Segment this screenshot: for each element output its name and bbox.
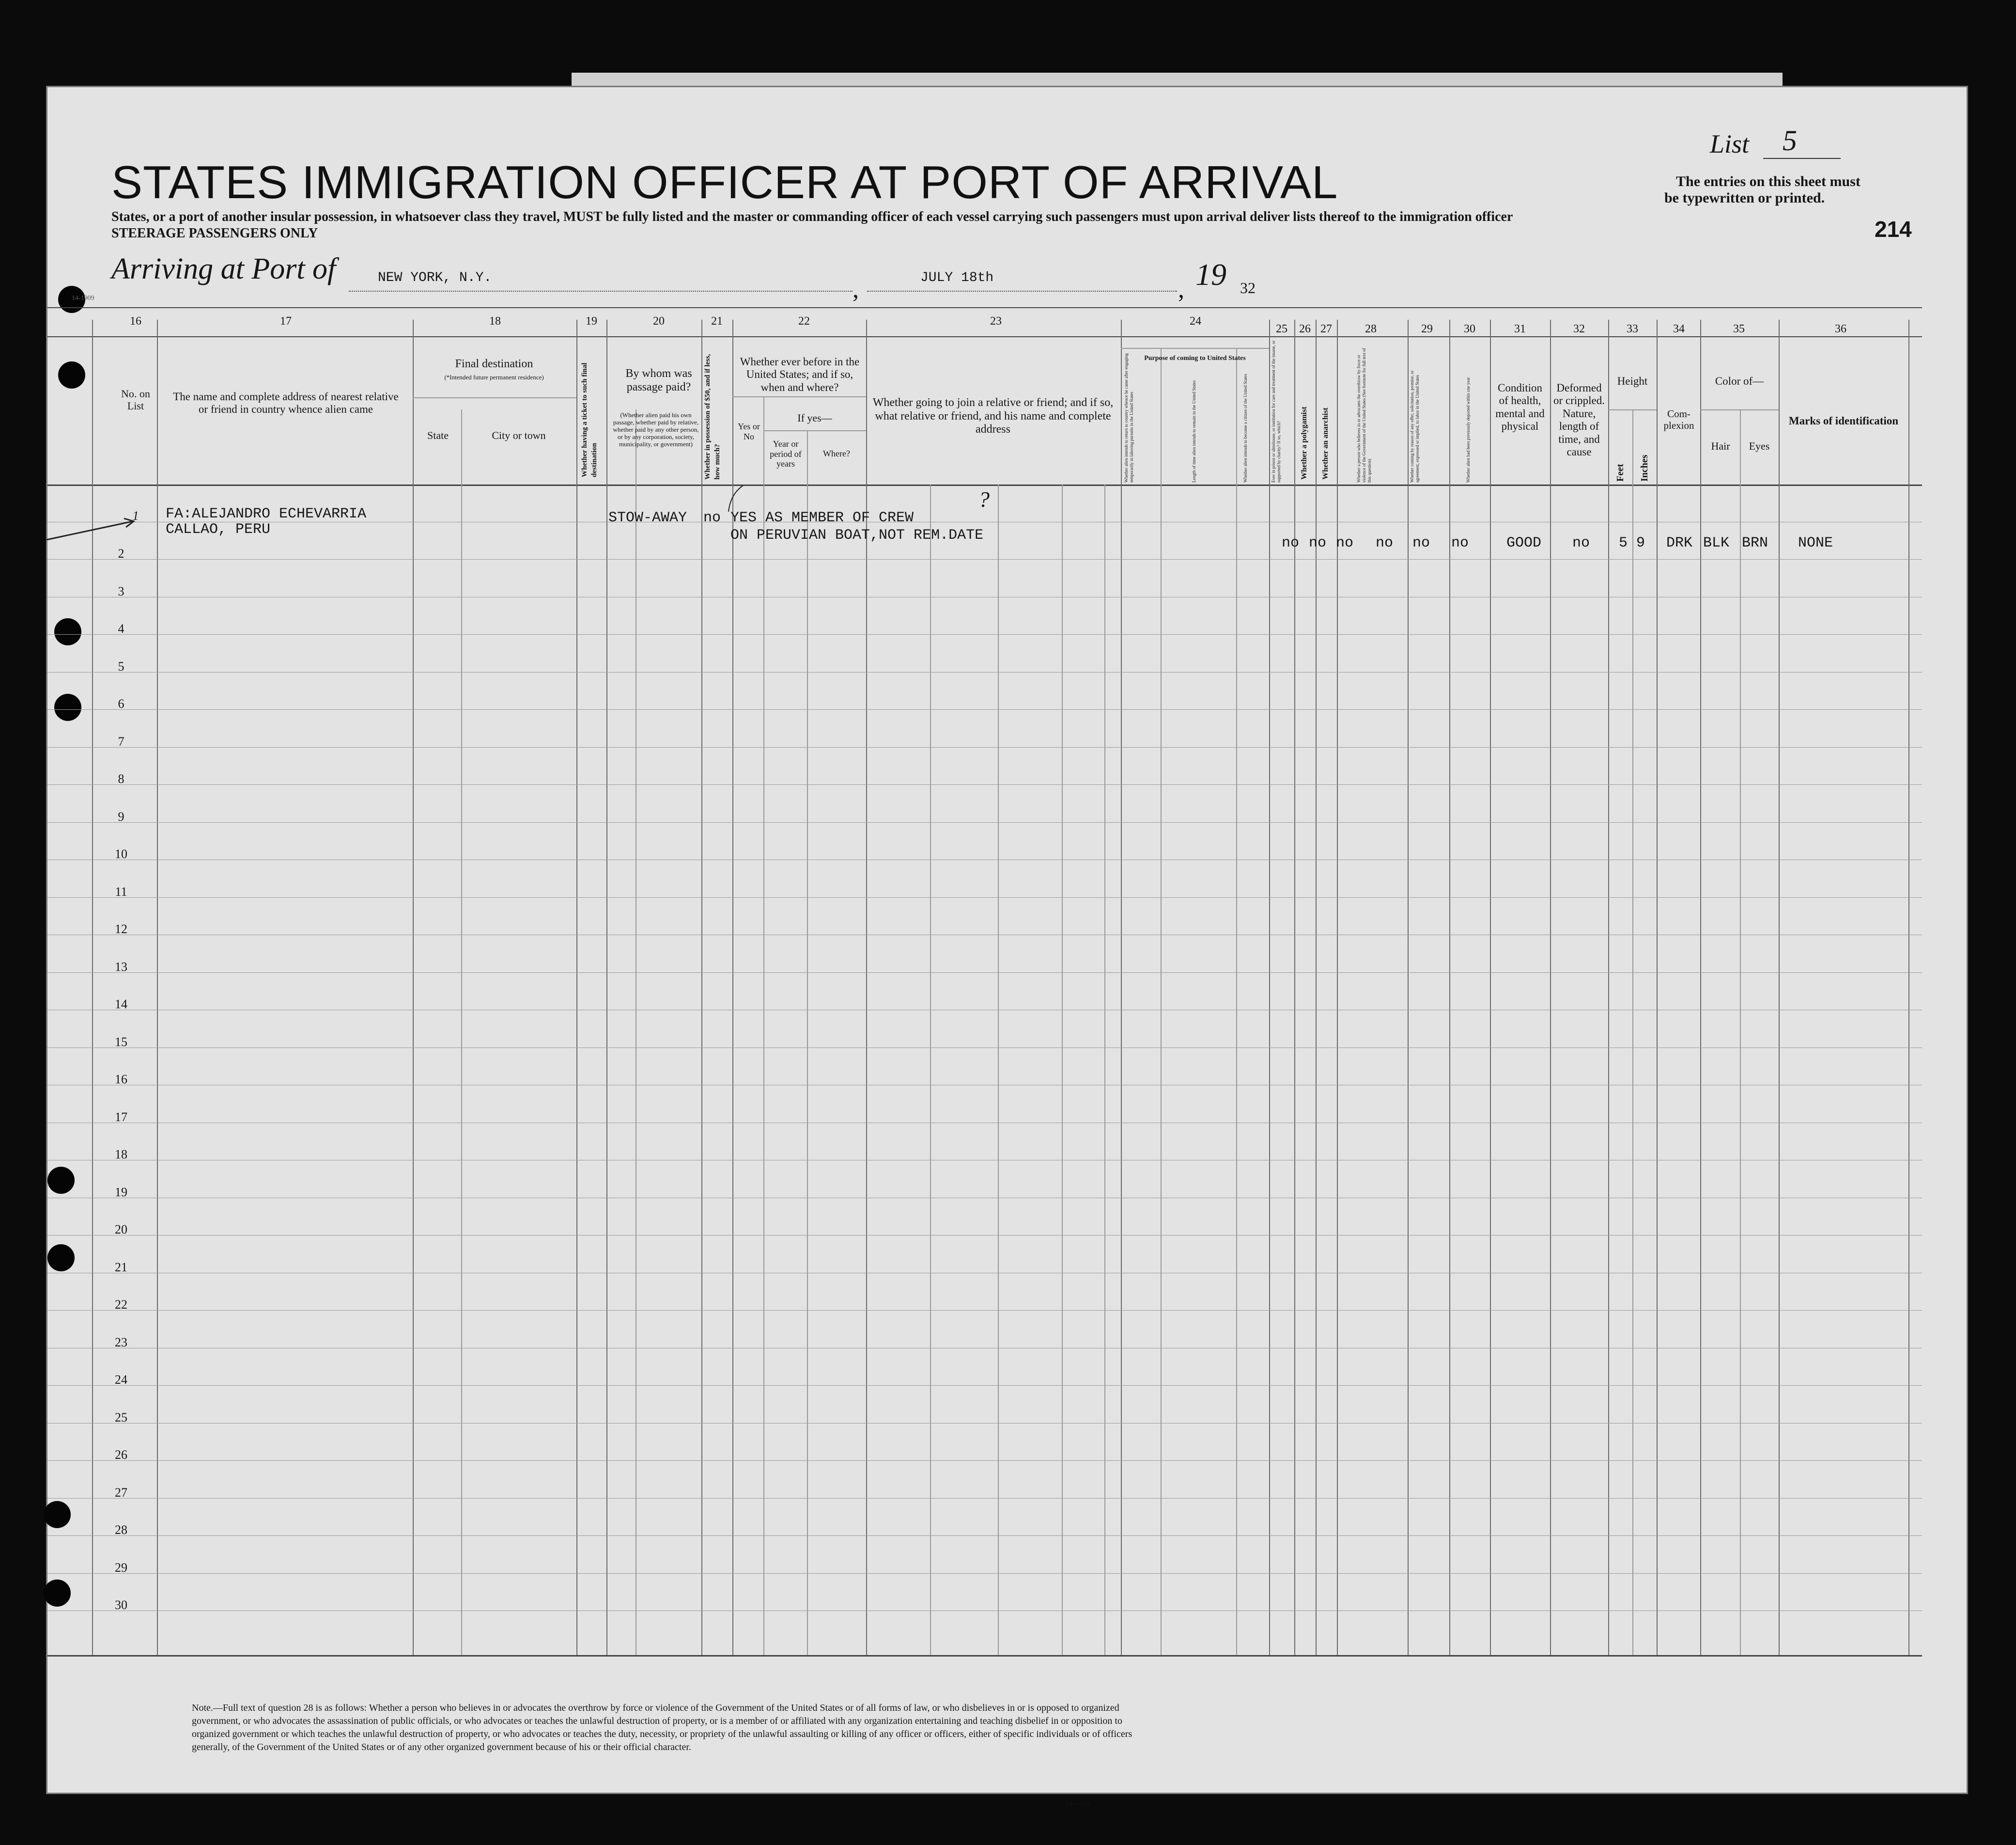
header-eyes: Eyes <box>1749 440 1770 452</box>
comma: , <box>853 276 859 303</box>
punch-hole <box>54 618 81 645</box>
row-number: 26 <box>115 1448 127 1462</box>
column-rule <box>1608 320 1609 1655</box>
header-polygamist: Whether a polygamist <box>1300 407 1308 480</box>
row-number: 8 <box>118 772 124 786</box>
port-underline <box>349 291 853 293</box>
subheader-rule <box>763 430 866 431</box>
relative-name: FA:ALEJANDRO ECHEVARRIA <box>166 506 367 522</box>
header-hair: Hair <box>1711 440 1730 452</box>
header-relative-address: The name and complete address of nearest relative or friend in country whence alien came <box>173 391 399 416</box>
col-number-31: 31 <box>1514 323 1526 335</box>
port-value: NEW YORK, N.Y. <box>378 270 492 285</box>
header-final-destination-note: (*Intended future permanent residence) <box>444 374 544 381</box>
column-rule <box>1161 349 1162 1655</box>
column-rule <box>1408 320 1409 1655</box>
header-height: Height <box>1617 375 1648 387</box>
row-number: 25 <box>115 1410 127 1424</box>
header-no-on-list: No. on List <box>121 388 150 412</box>
row-rule <box>47 1385 1922 1386</box>
row-number: 12 <box>115 922 127 936</box>
col-number-16: 16 <box>130 315 141 328</box>
subheader-rule <box>1121 348 1269 349</box>
column-rule <box>1908 320 1909 1655</box>
column-rule <box>1779 320 1780 1655</box>
deformed-value: no <box>1572 535 1590 551</box>
passage-value: STOW-AWAY <box>608 510 687 526</box>
column-rule <box>606 320 607 1655</box>
row-rule <box>47 1573 1922 1574</box>
column-rule <box>1490 320 1491 1655</box>
date-value: JULY 18th <box>920 270 994 285</box>
row-number: 30 <box>115 1598 127 1612</box>
col-number-29: 29 <box>1421 323 1433 335</box>
header-marks: Marks of identification <box>1788 415 1899 427</box>
row-rule <box>47 1535 1922 1536</box>
row-rule <box>47 1498 1922 1499</box>
col-number-32: 32 <box>1573 323 1585 335</box>
year-suffix: 32 <box>1240 279 1256 297</box>
comma: , <box>1178 276 1184 303</box>
col-number-35: 35 <box>1733 323 1745 335</box>
q30-value: no <box>1451 535 1469 551</box>
header-ticket: Whether having a ticket to such final destination <box>581 362 598 477</box>
q29-value: no <box>1412 535 1430 551</box>
col-number-23: 23 <box>990 315 1002 328</box>
col-number-20: 20 <box>653 315 665 328</box>
row-number: 19 <box>115 1185 127 1199</box>
column-rule <box>1294 320 1295 1655</box>
col-number-19: 19 <box>586 315 597 328</box>
row-rule <box>47 972 1922 973</box>
row-rule <box>47 822 1922 823</box>
form-code: 14-1909 <box>72 295 94 302</box>
handwritten-bracket <box>726 485 745 514</box>
column-rule <box>1740 409 1741 1655</box>
table-bottom-rule <box>47 1655 1922 1657</box>
col-number-24: 24 <box>1190 315 1201 328</box>
complexion-value: DRK <box>1666 535 1693 551</box>
row-number: 18 <box>115 1147 127 1161</box>
col-number-22: 22 <box>798 315 810 328</box>
column-rule <box>1104 485 1105 1655</box>
header-passage-paid-note: (Whether alien paid his own passage, whether paid by relative, whether paid by any other person, or by any corporation, society, municipality, or government) <box>613 411 699 448</box>
col-number-27: 27 <box>1320 323 1332 335</box>
col-number-18: 18 <box>489 315 501 328</box>
pointer-arrow <box>47 517 139 542</box>
subheader-rule <box>732 396 866 397</box>
row-number: 17 <box>115 1110 127 1124</box>
col-number-36: 36 <box>1835 323 1846 335</box>
column-rule <box>1316 320 1317 1655</box>
feet-value: 5 <box>1619 535 1628 551</box>
row-number: 9 <box>118 810 124 824</box>
header-top-rule <box>47 336 1922 337</box>
header-q28: Whether a person who believes in or advocates the overthrow by force or violence of the Government of the United States (See footnote for full text of this question) <box>1356 348 1372 483</box>
header-anarchist: Whether an anarchist <box>1321 407 1330 480</box>
form-subtitle: States, or a port of another insular possession, in whatsoever class they travel, MUST be fully listed and the master or commanding officer of each vessel carrying such passengers must upon arrival deliver lists thereof to the immigration officer <box>111 209 1513 224</box>
manifest-sheet <box>47 87 1967 1793</box>
row-number: 24 <box>115 1373 127 1387</box>
header-year-period: Year or period of years <box>770 439 802 469</box>
row-number: 15 <box>115 1035 127 1049</box>
row-rule <box>47 1460 1922 1461</box>
subheader-rule <box>413 397 576 398</box>
col-number-28: 28 <box>1365 323 1377 335</box>
year-prefix: 19 <box>1195 257 1226 292</box>
health-value: GOOD <box>1506 535 1542 551</box>
row-number: 22 <box>115 1298 127 1312</box>
col-number-34: 34 <box>1673 323 1685 335</box>
subheader-rule <box>1608 409 1657 410</box>
footer-form-code: 14—420 <box>1066 1800 1089 1808</box>
column-rule <box>930 485 931 1655</box>
row-number: 6 <box>118 697 124 711</box>
arrow-icon <box>47 517 139 542</box>
column-rule <box>807 431 808 1655</box>
row-number: 13 <box>115 960 127 974</box>
header-yes-no: Yes or No <box>738 422 760 441</box>
row-number: 28 <box>115 1523 127 1537</box>
row-number: 29 <box>115 1561 127 1575</box>
steerage-label: STEERAGE PASSENGERS ONLY <box>111 226 318 241</box>
arriving-label: Arriving at Port of <box>111 252 336 285</box>
entry-notice: The entries on this sheet must <box>1676 173 1861 189</box>
list-number: 5 <box>1783 125 1797 156</box>
column-rule <box>763 397 764 1655</box>
list-label: List <box>1710 129 1750 158</box>
column-rule <box>1449 320 1450 1655</box>
column-rule <box>413 320 414 1655</box>
column-rule <box>1269 320 1270 1655</box>
header-where: Where? <box>823 449 850 458</box>
row-number: 21 <box>115 1260 127 1274</box>
row-number: 7 <box>118 735 124 749</box>
footnote-q28: Note.—Full text of question 28 is as follows: Whether a person who believes in or advocates the overthrow by force or violence of the Government of the United States or of all forms of law, or who disbelieves in or is opposed to organized government, or who advocates the assassination of public officials, or who advocates or teaches the unlawful destruction of property, or is a member of or affiliated with any organization entertaining and teaching disbelief in or opposition to organized government or which teaches the unlawful destruction of property, or who advocates or teaches the duty, necessity, or propriety of the unlawful assaulting or killing of any officer or officers, either of specific individuals or of officers generally, of the Government of the United States or of any other organized government because of his or their official character. <box>192 1703 1132 1752</box>
row-rule <box>47 1310 1922 1311</box>
q25-value: no <box>1282 535 1300 551</box>
punch-hole <box>44 1501 71 1528</box>
row-number: 1 <box>132 509 139 523</box>
row-number: 16 <box>115 1072 127 1086</box>
row-number: 11 <box>115 885 127 899</box>
handwritten-question-mark: ? <box>978 487 990 512</box>
header-final-destination: Final destination <box>455 358 533 370</box>
inches-value: 9 <box>1636 535 1645 551</box>
col-number-17: 17 <box>280 315 292 328</box>
column-rule <box>1550 320 1551 1655</box>
column-rule <box>1632 409 1633 1655</box>
date-underline <box>867 291 1177 293</box>
punch-hole <box>58 361 85 389</box>
punch-hole <box>54 694 81 721</box>
row-number: 10 <box>115 847 127 861</box>
column-rule <box>1236 349 1237 1655</box>
header-feet: Feet <box>1615 464 1626 482</box>
q27-value: no <box>1336 535 1354 551</box>
bracket-mark-icon <box>726 485 745 514</box>
column-rule <box>1337 320 1338 1655</box>
table-top-rule <box>47 307 1922 308</box>
marks-value: NONE <box>1798 535 1833 551</box>
punch-hole <box>47 1244 75 1271</box>
header-state: State <box>427 429 449 441</box>
header-complexion: Com- plexion <box>1663 408 1694 432</box>
row-number: 27 <box>115 1485 127 1500</box>
subheader-rule <box>1700 409 1779 410</box>
header-q29: Whether coming by reason of any offer, solicitation, promise, or agreement, expressed or implied, to labor in the United States <box>1410 370 1420 483</box>
row-rule <box>47 634 1922 635</box>
column-rule <box>576 320 577 1655</box>
header-purpose-return: Whether alien intends to return to country whence he came after engaging temporarily in laboring pursuits in the United States <box>1124 353 1134 483</box>
page-number: 214 <box>1875 217 1912 242</box>
header-joining: Whether going to join a relative or friend; and if so, what relative or friend, and his name and complete address <box>872 396 1114 436</box>
column-rule <box>157 320 158 1655</box>
punch-hole <box>47 1167 75 1194</box>
list-underline <box>1763 158 1841 159</box>
column-rule <box>1657 320 1658 1655</box>
column-rule <box>461 409 462 1655</box>
header-if-yes: If yes— <box>797 412 832 424</box>
header-inches: Inches <box>1639 454 1650 482</box>
col-number-30: 30 <box>1464 323 1475 335</box>
row-rule <box>47 747 1922 748</box>
fifty-dollars-value: no <box>703 510 721 526</box>
row-number: 14 <box>115 997 127 1011</box>
header-deformed: Deformed or crippled. Nature, length of time, and cause <box>1553 382 1605 458</box>
row-number: 20 <box>115 1222 127 1236</box>
column-rule <box>1062 485 1063 1655</box>
column-rule <box>1121 320 1122 1655</box>
row-number: 5 <box>118 659 124 673</box>
header-bottom-rule <box>47 485 1922 486</box>
column-rule <box>1700 320 1701 1655</box>
header-purpose: Purpose of coming to United States <box>1144 355 1246 362</box>
col-number-25: 25 <box>1276 323 1287 335</box>
col-number-33: 33 <box>1627 323 1638 335</box>
q28-value: no <box>1376 535 1394 551</box>
relative-city: CALLAO, PERU <box>166 521 271 538</box>
row-rule <box>47 1610 1922 1611</box>
eyes-value: BRN <box>1742 535 1768 551</box>
col-number-26: 26 <box>1299 323 1311 335</box>
header-fifty-dollars: Whether in possession of $50, and if less, how much? <box>704 354 721 480</box>
q26-value: no <box>1309 535 1327 551</box>
header-purpose-citizen: Whether alien intends to become a citizen of the United States <box>1243 374 1248 483</box>
header-prison: Ever in prison or almshouse, or institution for care and treatment of the insane, or supported by charity? If so, which? <box>1271 340 1281 483</box>
header-city-town: City or town <box>492 429 546 441</box>
row-number: 3 <box>118 584 124 598</box>
header-ever-before: Whether ever before in the United States; and if so, when and where? <box>740 356 860 393</box>
header-health: Condition of health, mental and physical <box>1495 382 1545 433</box>
ever-before-value: ON PERUVIAN BOAT,NOT REM.DATE <box>730 527 984 544</box>
row-number: 2 <box>118 547 124 561</box>
row-rule <box>47 559 1922 560</box>
column-rule <box>998 485 999 1655</box>
ever-before-value: YES AS MEMBER OF CREW <box>730 510 914 526</box>
row-number: 23 <box>115 1335 127 1349</box>
form-title: STATES IMMIGRATION OFFICER AT PORT OF ARRIVAL <box>111 156 1338 208</box>
hair-value: BLK <box>1703 535 1730 551</box>
header-passage-paid: By whom was passage paid? <box>625 367 692 393</box>
row-number: 4 <box>118 622 124 636</box>
header-q30: Whether alien had been previously deported within one year <box>1466 377 1471 483</box>
column-rule <box>701 320 702 1655</box>
row-rule <box>47 784 1922 785</box>
header-purpose-length: Length of time alien intends to remain in the United States <box>1192 380 1196 483</box>
entry-notice: be typewritten or printed. <box>1664 190 1825 206</box>
col-number-21: 21 <box>711 315 723 328</box>
header-color-of: Color of— <box>1715 375 1764 387</box>
row-rule <box>47 897 1922 898</box>
punch-hole <box>44 1579 71 1607</box>
row-rule <box>47 709 1922 710</box>
